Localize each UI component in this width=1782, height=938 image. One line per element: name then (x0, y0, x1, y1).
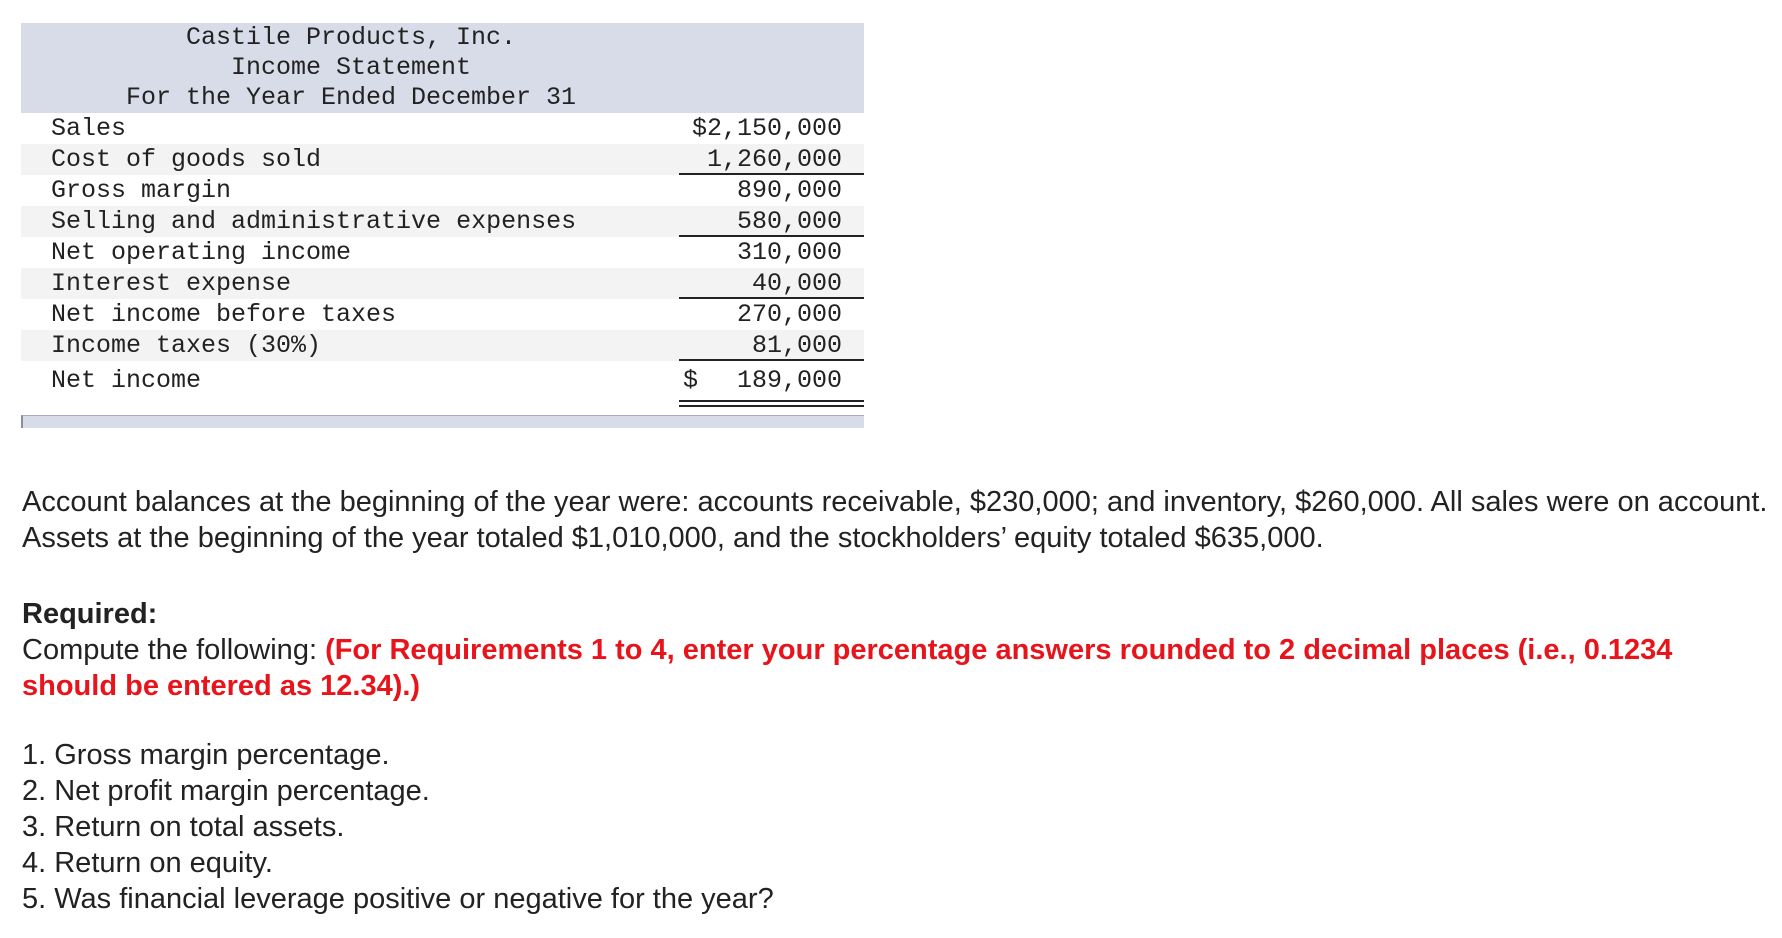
required-section (22, 596, 1772, 704)
row-label: Sales (51, 114, 127, 143)
row-label: Interest expense (51, 269, 292, 298)
statement-title: Income Statement (230, 53, 472, 82)
statement-row (21, 268, 864, 299)
required-emphasis-note: (For Requirements 1 to 4, enter your percentage answers rounded to 2 decimal places (i.e., 0.1234 should be entered as 12.34).) (22, 634, 1673, 702)
statement-row (21, 330, 864, 361)
required-lead: Compute the following: (22, 634, 326, 666)
question-item: 5. Was financial leverage positive or negative for the year? (22, 883, 774, 915)
required-heading: Required: (22, 598, 158, 630)
statement-row (21, 175, 864, 206)
row-label: Gross margin (51, 176, 232, 205)
question-list (22, 737, 1772, 917)
row-amount: 890,000 (736, 176, 842, 205)
question-item: 4. Return on equity. (22, 847, 273, 879)
row-amount: 81,000 (751, 331, 842, 360)
row-amount: 310,000 (736, 238, 842, 267)
required-instructions (22, 632, 1772, 704)
statement-footer-bar (21, 415, 864, 428)
currency-symbol: $ (683, 366, 699, 395)
row-label: Net income before taxes (51, 300, 397, 329)
row-amount: 40,000 (751, 269, 842, 298)
row-amount: 270,000 (736, 300, 842, 329)
question-item: 2. Net profit margin percentage. (22, 775, 430, 807)
row-label: Income taxes (30%) (51, 331, 322, 360)
row-amount: 580,000 (736, 207, 842, 236)
statement-row (21, 299, 864, 330)
statement-row (21, 206, 864, 237)
statement-row (21, 237, 864, 268)
row-label: Selling and administrative expenses (51, 207, 577, 236)
statement-period: For the Year Ended December 31 (125, 83, 577, 112)
row-amount: $2,150,000 (691, 114, 842, 143)
statement-row (21, 113, 864, 144)
row-amount: 1,260,000 (706, 145, 842, 174)
statement-row (21, 144, 864, 175)
statement-header (21, 23, 864, 113)
company-name: Castile Products, Inc. (185, 23, 517, 52)
question-item: 3. Return on total assets. (22, 811, 345, 843)
row-label: Cost of goods sold (51, 145, 322, 174)
total-double-underline (679, 400, 864, 407)
row-amount: 189,000 (736, 366, 842, 395)
income-statement-table (21, 23, 864, 428)
statement-row-net-income (21, 361, 864, 401)
row-label: Net income (51, 366, 202, 395)
account-balances-paragraph: Account balances at the beginning of the year were: accounts receivable, $230,000; and inventory, $260,000. All sales were on account. Assets at the beginning of the year totaled $1,010,000, and the stockholders’ equity totaled $635,000. (22, 486, 1768, 554)
question-item: 1. Gross margin percentage. (22, 739, 390, 771)
row-label: Net operating income (51, 238, 352, 267)
